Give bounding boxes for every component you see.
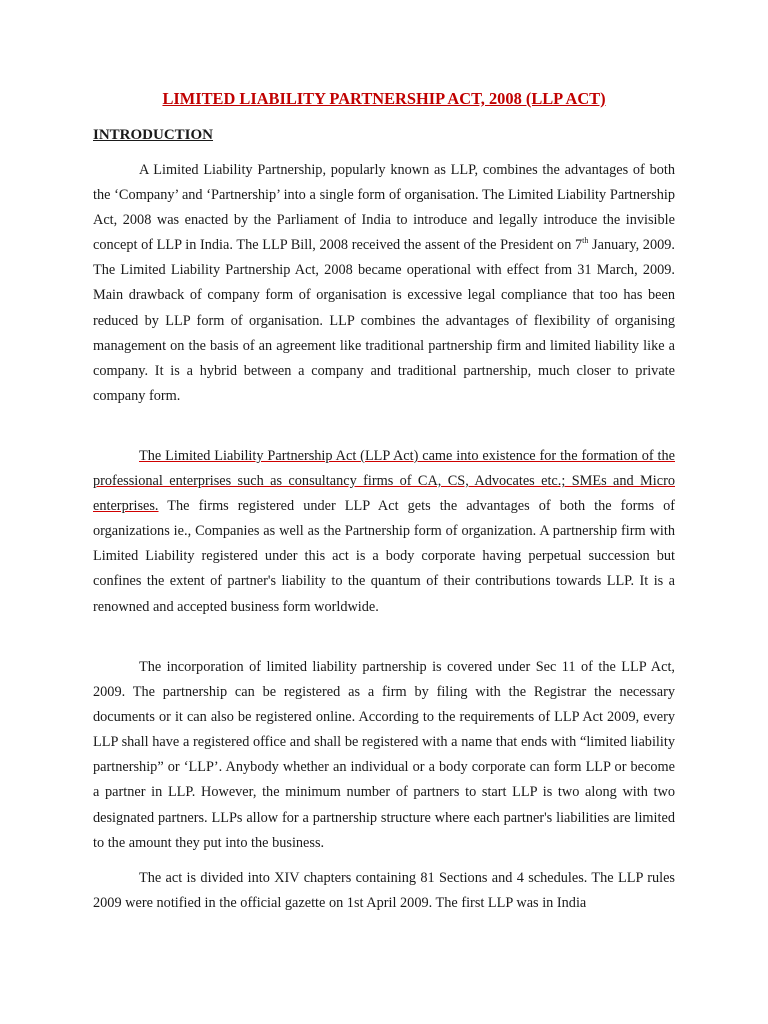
paragraph-3: The incorporation of limited liability partnership is covered under Sec 11 of the LLP Act, 2009. The partnership can be registered as a firm by filing with the Registrar the necessary documents or it can also be registered online. According to the requirements of LLP Act 2009, every LLP shall have a registered office and shall be registered with a name that ends with “limited liability partnership” or ‘LLP’. Anybody whether an individual or a body corporate can form LLP or become a partner in LLP. However, the minimum number of partners to start LLP is two along with two designated partners. LLPs allow for a partnership structure where each partner's liabilities are limited to the amount they put into the business. [93, 659, 675, 851]
section-heading-introduction: INTRODUCTION [93, 127, 214, 143]
paragraph-1-text-a: A Limited Liability Partnership, popularly known as LLP, combines the advantages of both the ‘Company’ and ‘Partnership’ into a single form of organisation. The Limited Liability Partnership Act, 2008 was enacted by the Parliament of India to introduce and legally introduce the invisible concept of LLP in India. The LLP Bill, 2008 received the assent of the President on 7 [93, 162, 675, 254]
paragraph-4: The act is divided into XIV chapters containing 81 Sections and 4 schedules. The LLP rules 2009 were notified in the official gazette on 1st April 2009. The first LLP was in India [93, 870, 675, 912]
paragraph-2-text: The firms registered under LLP Act gets the advantages of both the forms of organizations ie., Companies as well as the Partnership form of organization. A partnership firm with Limited Liability registered under this act is a body corporate having perpetual succession but confines the extent of partner's liability to the quantum of their contributions towards LLP. It is a renowned and accepted business form worldwide. [93, 498, 675, 615]
ordinal-superscript: th [582, 236, 589, 246]
paragraph-1 [93, 158, 675, 409]
paragraph-1-text-b: January, 2009. The Limited Liability Partnership Act, 2008 became operational with effect from 31 March, 2009. Main drawback of company form of organisation is excessive legal compliance that too has been reduced by LLP form of organisation. LLP combines the advantages of flexibility of organising management on the basis of an agreement like traditional partnership firm and limited liability like a company. It is a hybrid between a company and traditional partnership, much closer to private company form. [93, 237, 675, 404]
document-title: LIMITED LIABILITY PARTNERSHIP ACT, 2008 (LLP ACT) [162, 89, 606, 108]
paragraph-2-underlined-text: The Limited Liability Partnership Act (LLP Act) came into existence for the formation of the professional enterprises such as consultancy firms of CA, CS, Advocates etc.; SMEs and Micro enterprises. [93, 448, 675, 515]
paragraph-2 [93, 444, 675, 620]
